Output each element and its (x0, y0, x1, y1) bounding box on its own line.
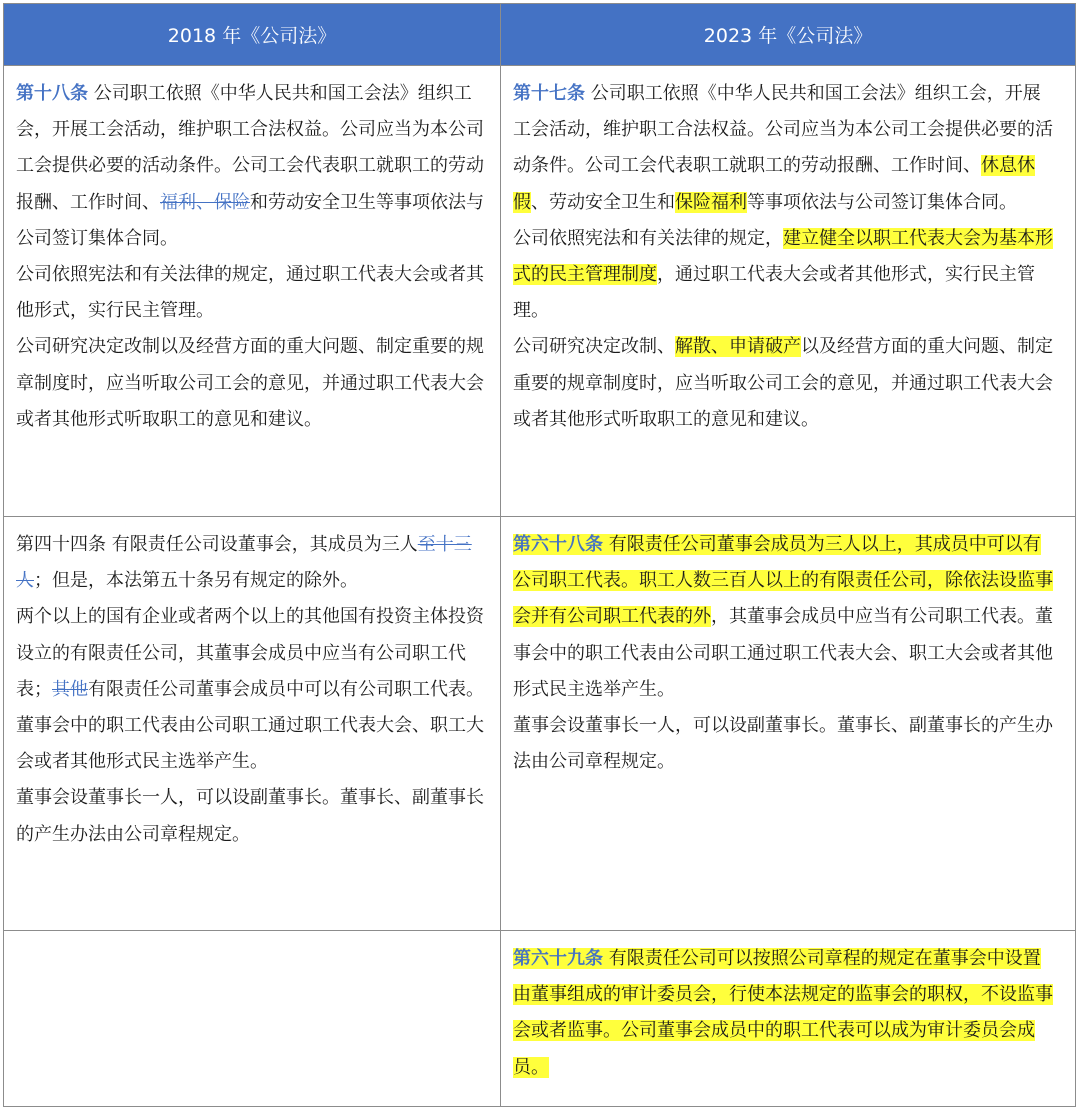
cell-2023-article-69 (501, 931, 1076, 1107)
text: ，其董事会成员中应当有公司职工代表。董事会中的职工代表由公司职工通过职工代表大会、职工大会或者其他形式民主选举产生。 (513, 606, 1053, 700)
text: 两个以上的国有企业或者两个以上的其他国有投资主体投资设立的有限责任公司，其董事会成员中应当有公司职工代表； (16, 606, 484, 700)
highlighted-text: 解散、申请破产 (675, 336, 801, 358)
paragraph (16, 527, 488, 599)
paragraph (513, 76, 1057, 221)
deleted-text: 福利、保险 (160, 191, 250, 213)
paragraph (16, 599, 488, 780)
highlighted-text: 建立健全以职工代表大会为基本形式的民主管理制度 (513, 227, 1053, 286)
table-row (4, 931, 1076, 1107)
paragraph (513, 221, 1057, 330)
text: 第四十四条 有限责任公司设董事会，其成员为三人 (16, 534, 418, 555)
article-number: 第十七条 (513, 83, 585, 104)
text: 公司研究决定改制、 (513, 336, 675, 358)
paragraph (513, 941, 1057, 1086)
text: 等事项依法与公司签订集体合同。 (747, 191, 1017, 213)
text: 有限责任公司董事会成员中可以有公司职工代表。董事会中的职工代表由公司职工通过职工代表大会、职工大会或者其他形式民主选举产生。 (16, 678, 484, 773)
paragraph (513, 329, 1057, 438)
highlighted-text: 有限责任公司可以按照公司章程的规定在董事会中设置由董事组成的审计委员会，行使本法规定的监事会的职权，不设监事会或者监事。公司董事会成员中的职工代表可以成为审计委员会成员。 (513, 948, 1053, 1078)
cell-2018-article-18 (4, 66, 501, 517)
paragraph (16, 76, 488, 257)
cell-2023-article-68 (501, 517, 1076, 931)
paragraph: 公司依照宪法和有关法律的规定，通过职工代表大会或者其他形式，实行民主管理。 (16, 264, 484, 322)
highlighted-text: 保险福利 (675, 191, 747, 213)
law-comparison-table (3, 3, 1076, 1107)
deleted-text: 其他 (52, 678, 88, 700)
paragraph: 董事会设董事长一人，可以设副董事长。董事长、副董事长的产生办法由公司章程规定。 (513, 715, 1053, 773)
paragraph: 董事会设董事长一人，可以设副董事长。董事长、副董事长的产生办法由公司章程规定。 (16, 787, 484, 845)
text: 、劳动安全卫生和 (531, 191, 675, 213)
table-row (4, 66, 1076, 517)
text: 公司依照宪法和有关法律的规定， (513, 227, 783, 249)
paragraph: 公司研究决定改制以及经营方面的重大问题、制定重要的规章制度时，应当听取公司工会的意见，并通过职工代表大会或者其他形式听取职工的意见和建议。 (16, 336, 484, 430)
highlighted-text: 有限责任公司董事会成员为三人以上，其成员中可以有公司职工代表。职工人数三百人以上的有限责任公司，除依法设监事会并有公司职工代表的外 (513, 534, 1053, 628)
header-2018: 2018 年《公司法》 (4, 4, 501, 66)
text: 公司职工依照《中华人民共和国工会法》组织工会，开展工会活动，维护职工合法权益。公司应当为本公司工会提供必要的活动条件。公司工会代表职工就职工的劳动报酬、工作时间、 (16, 83, 484, 213)
paragraph (513, 527, 1057, 708)
article-number: 第六十八条 (513, 534, 603, 555)
highlighted-text: 休息休假 (513, 155, 1035, 213)
text: ，通过职工代表大会或者其他形式，实行民主管理。 (513, 264, 1035, 322)
article-number: 第十八条 (16, 83, 88, 104)
table-row (4, 517, 1076, 931)
cell-2023-article-17 (501, 66, 1076, 517)
cell-2018-article-44 (4, 517, 501, 931)
deleted-text: 至十三人 (16, 534, 472, 592)
header-2023: 2023 年《公司法》 (501, 4, 1076, 66)
text: 和劳动安全卫生等事项依法与公司签订集体合同。 (16, 191, 484, 249)
article-number: 第六十九条 (513, 948, 603, 969)
text: ；但是，本法第五十条另有规定的除外。 (34, 570, 358, 592)
cell-2018-empty (4, 931, 501, 1107)
text: 公司职工依照《中华人民共和国工会法》组织工会，开展工会活动，维护职工合法权益。公司应当为本公司工会提供必要的活动条件。公司工会代表职工就职工的劳动报酬、工作时间、 (513, 83, 1053, 177)
header-row (4, 4, 1076, 66)
text: 以及经营方面的重大问题、制定重要的规章制度时，应当听取公司工会的意见，并通过职工代表大会或者其他形式听取职工的意见和建议。 (513, 336, 1053, 430)
